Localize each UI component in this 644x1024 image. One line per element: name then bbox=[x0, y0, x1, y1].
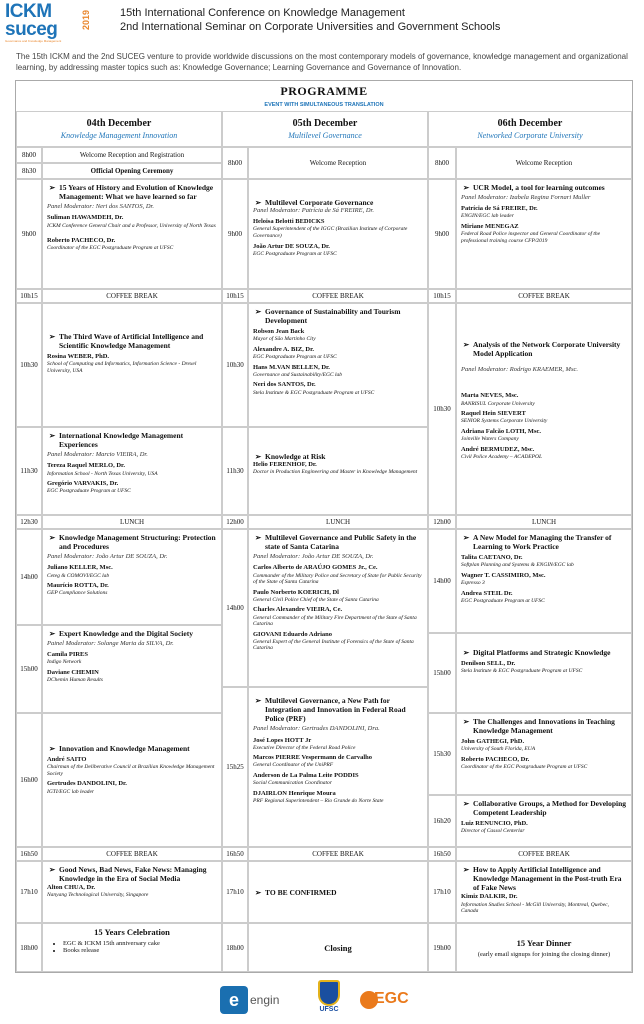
coffee-break: COFFEE BREAK bbox=[456, 847, 632, 861]
day-header-2: 05th December Multilevel Governance bbox=[222, 111, 428, 147]
time-cell: 8h00 bbox=[16, 147, 42, 163]
time-cell: 10h30 bbox=[428, 303, 456, 515]
intro-paragraph: The 15th ICKM and the 2nd SUCEG venture to provide worldwide discussions on the most contemporary models of governance, knowledge management and organizational learning, by addressing master topics such as: Knowledge Governance; Learning Governance and Governance of Innovation. bbox=[16, 52, 628, 72]
programme-subtitle: EVENT WITH SIMULTANEOUS TRANSLATION bbox=[264, 102, 384, 108]
session-c3-s7: ➢ How to Apply Artificial Intelligence and Knowledge Management in the Post-truth Era of Fake News Kimiz DALKIR, Dr. Information Studies School - McGill University, Montreal, Quebec, Canada bbox=[456, 861, 632, 923]
time-cell: 12h00 bbox=[428, 515, 456, 529]
time-cell: 16h00 bbox=[16, 713, 42, 847]
welcome-reception: Welcome Reception bbox=[456, 147, 632, 179]
list-item: • EGC & ICKM 15th anniversary cake bbox=[63, 940, 215, 947]
session-c1-s2: ➢ The Third Wave of Artificial Intelligence and Scientific Knowledge Management Rosina WEBER, PhD. School of Computing and Informatics, Information Science - Drexel University, USA bbox=[42, 303, 222, 427]
session-c1-s5: ➢ Expert Knowledge and the Digital Society Painel Moderator: Solange Maria da SILVA, Dr. Camila PIRES Indigo Network Daviane CHEMIN DChemin Human Results bbox=[42, 625, 222, 713]
egc-logo: EGC bbox=[360, 989, 420, 1013]
time-cell: 17h10 bbox=[222, 861, 248, 923]
time-cell: 11h30 bbox=[222, 427, 248, 515]
time-cell: 14h00 bbox=[16, 529, 42, 625]
session-c3-s3: ➢ A New Model for Managing the Transfer of Learning to Work Practice Talita CAETANO, Dr. Softplan Planning and Systems & ENGIN/EGC lab Wagner T. CASSIMIRO, Msc. Espresso 3 Andrea STEIL Dr. EGC Postgraduate Program at UFSC bbox=[456, 529, 632, 633]
session-c3-s6: ➢ Collaborative Groups, a Method for Developing Competent Leadership Luiz RENUNCIO, PhD. Director of Cassol Centerlar bbox=[456, 795, 632, 847]
coffee-break: COFFEE BREAK bbox=[456, 289, 632, 303]
ickm-suceg-logo: ICKM suceg 2019 Governance and Knowledge Management bbox=[5, 1, 91, 43]
conference-title-1: 15th International Conference on Knowledge Management bbox=[120, 7, 405, 19]
time-cell: 11h30 bbox=[16, 427, 42, 515]
session-c2-s4: ➢ Multilevel Governance and Public Safety in the state of Santa Catarina Panel Moderator: João Artur DE SOUZA, Dr. Carlos Alberto de ARAÚJO GOMES Jr., Ce. Commander of the Military Police and Secretary of State for Public Security of the State of Santa Catarina Paulo Norberto KOERICH, Dl General Civil Police Chief of the State of Santa Catarina Charles Alexandre VIEIRA, Ce. General Commander of the Military Fire Department of the State of Santa Catarina GIOVANI Eduardo Adriano General Expert of the General Institute of Forensics of the State of Santa Catarina bbox=[248, 529, 428, 687]
programme-title: PROGRAMME bbox=[280, 84, 368, 98]
session-c2-s1: ➢ Multilevel Corporate Governance Panel Moderator: Patrícia de Sá FREIRE, Dr. Heloisa Belotti BEDICKS General Superintendent of the IGGC (Brazilian Institute of Corporate Governance) João Artur DE SOUZA, Dr. EGC Postgraduate Program at UFSC bbox=[248, 179, 428, 289]
time-cell: 10h15 bbox=[16, 289, 42, 303]
day-header-3: 06th December Networked Corporate University bbox=[428, 111, 632, 147]
time-cell: 17h10 bbox=[428, 861, 456, 923]
session-c2-s2: ➢ Governance of Sustainability and Tourism Development Robson Jean Back Mayor of São Martinho City Alexandre A. BIZ, Dr. EGC Postgraduate Program at UFSC Hans M.VAN BELLEN, Dr. Governance and Sustainability/EGC lab Neri dos SANTOS, Dr. Stela Institute & EGC Postgraduate Program at UFSC bbox=[248, 303, 428, 427]
time-cell: 19h00 bbox=[428, 923, 456, 972]
time-cell: 16h50 bbox=[428, 847, 456, 861]
programme-table bbox=[15, 80, 633, 973]
time-cell: 10h15 bbox=[428, 289, 456, 303]
time-cell: 10h30 bbox=[16, 303, 42, 427]
time-cell: 14h00 bbox=[428, 529, 456, 633]
lunch: LUNCH bbox=[456, 515, 632, 529]
time-cell: 15h30 bbox=[428, 713, 456, 795]
conference-title-2: 2nd International Seminar on Corporate Universities and Government Schools bbox=[120, 21, 501, 33]
time-cell: 9h00 bbox=[16, 179, 42, 289]
welcome-reception: Welcome Reception bbox=[248, 147, 428, 179]
time-cell: 12h00 bbox=[222, 515, 248, 529]
list-item: • Books release bbox=[63, 947, 215, 954]
time-cell: 16h50 bbox=[16, 847, 42, 861]
time-cell: 8h30 bbox=[16, 163, 42, 179]
ufsc-logo: UFSC bbox=[312, 980, 346, 1020]
time-cell: 10h15 bbox=[222, 289, 248, 303]
footer-logos bbox=[0, 980, 644, 1020]
time-cell: 16h20 bbox=[428, 795, 456, 847]
coffee-break: COFFEE BREAK bbox=[42, 847, 222, 861]
time-cell: 9h00 bbox=[222, 179, 248, 289]
time-cell: 10h30 bbox=[222, 303, 248, 427]
time-cell: 15h00 bbox=[428, 633, 456, 713]
conference-titles bbox=[120, 6, 500, 34]
time-cell: 12h30 bbox=[16, 515, 42, 529]
session-c1-s7: ➢ Good News, Bad News, Fake News: Managing Knowledge in the Era of Social Media Alton CHUA, Dr. Nanyang Technological University, Singapore bbox=[42, 861, 222, 923]
time-cell: 15h25 bbox=[222, 687, 248, 847]
time-cell: 18h00 bbox=[16, 923, 42, 972]
closing: Closing bbox=[248, 923, 428, 972]
session-c1-s1: ➢ 15 Years of History and Evolution of Knowledge Management: What we have learned so far Panel Moderator: Neri dos SANTOS, Dr. Suliman HAWAMDEH, Dr. ICKM Conference General Chair and a Professor, University of North Texas Roberto PACHECO, Dr. Coordinator of the EGC Postgraduate Program at UFSC bbox=[42, 179, 222, 289]
coffee-break: COFFEE BREAK bbox=[248, 289, 428, 303]
session-c3-s2: ➢ Analysis of the Network Corporate University Model Application Panel Moderator: Rodrigo KRAEMER, Msc. Marta NEVES, Msc. BANRISUL Corporate University Raquel Hein SIEVERT SENIOR Systems Corporate University Adriana Falcão LOTH, Msc. Joinville Waters Company André BERMUDEZ, Msc. Civil Police Academy – ACADEPOL bbox=[456, 303, 632, 515]
opening-ceremony: Official Opening Ceremony bbox=[42, 163, 222, 179]
session-c3-s1: ➢ UCR Model, a tool for learning outcomes Panel Moderator: Izabela Regina Fornari Muller Patrícia de Sá FREIRE, Dr. ENGIN/EGC lab leader Miriane MENEGAZ Federal Road Police inspector and General Coordinator of the professional training course CFP/2019 bbox=[456, 179, 632, 289]
time-cell: 18h00 bbox=[222, 923, 248, 972]
page-header bbox=[0, 0, 644, 92]
session-c2-s3: ➢ Knowledge at Risk Helio FERENHOF, Dr. Doctor in Production Engineering and Master in Knowledge Management bbox=[248, 427, 428, 515]
welcome-registration: Welcome Reception and Registration bbox=[42, 147, 222, 163]
lunch: LUNCH bbox=[42, 515, 222, 529]
session-c1-s3: ➢ International Knowledge Management Experiences Panel Moderator: Marcio VIEIRA, Dr. Tereza Raquel MERLO, Dr. Information School - North Texas University, USA Gregório VARVAKIS, Dr. EGC Postgraduate Program at UFSC bbox=[42, 427, 222, 515]
session-c3-s5: ➢ The Challenges and Innovations in Teaching Knowledge Management John GATHEGI, PhD. University of South Florida, EUA Roberto PACHECO, Dr. Coordinator of the EGC Postgraduate Program at UFSC bbox=[456, 713, 632, 795]
session-c1-s4: ➢ Knowledge Management Structuring: Protection and Procedures Panel Moderator: João Artur DE SOUZA, Dr. Juliano KELLER, Msc. Ceteg & COMOVI/EGC lab Maurício ROTTA, Dr. GEP Compliance Solutions bbox=[42, 529, 222, 625]
session-c2-s5: ➢ Multilevel Governance, a New Path for Integration and Innovation in Federal Road Police (PRF) Panel Moderator: Gertrudes DANDOLINI, Dra. José Lopes HOTT Jr Executive Director of the Federal Road Police Marcos PIERRE Vespermann de Carvalho General Coordinator of the UniPRF Anderson de La Palma Leite PODDIS Social Communication Coordinator DJAIRLON Henrique Moura PRF Regional Superintendent – Rio Grande do Norte State bbox=[248, 687, 428, 847]
time-cell: 14h00 bbox=[222, 529, 248, 687]
time-cell: 8h00 bbox=[428, 147, 456, 179]
coffee-break: COFFEE BREAK bbox=[42, 289, 222, 303]
time-cell: 17h10 bbox=[16, 861, 42, 923]
session-c1-s6: ➢ Innovation and Knowledge Management André SAITO Chairman of the Deliberative Council at Brazilian Knowledge Management Society Gertrudes DANDOLINI, Dr. IGTI/EGC lab leader bbox=[42, 713, 222, 847]
session-c3-s4: ➢ Digital Platforms and Strategic Knowledge Denilson SELL, Dr. Stela Institute & EGC Postgraduate Program at UFSC bbox=[456, 633, 632, 713]
time-cell: 16h50 bbox=[222, 847, 248, 861]
closing-dinner: 15 Year Dinner (early email signups for joining the closing dinner) bbox=[456, 923, 632, 972]
time-cell: 9h00 bbox=[428, 179, 456, 289]
coffee-break: COFFEE BREAK bbox=[248, 847, 428, 861]
celebration: 15 Years Celebration • EGC & ICKM 15th anniversary cake • Books release bbox=[42, 923, 222, 972]
time-cell: 15h00 bbox=[16, 625, 42, 713]
ufsc-crest-icon bbox=[318, 980, 340, 1006]
engin-logo: e engin bbox=[220, 986, 280, 1014]
day-header-1: 04th December Knowledge Management Innovation bbox=[16, 111, 222, 147]
time-cell: 8h00 bbox=[222, 147, 248, 179]
lunch: LUNCH bbox=[248, 515, 428, 529]
session-c2-tbc: ➢ TO BE CONFIRMED bbox=[248, 861, 428, 923]
